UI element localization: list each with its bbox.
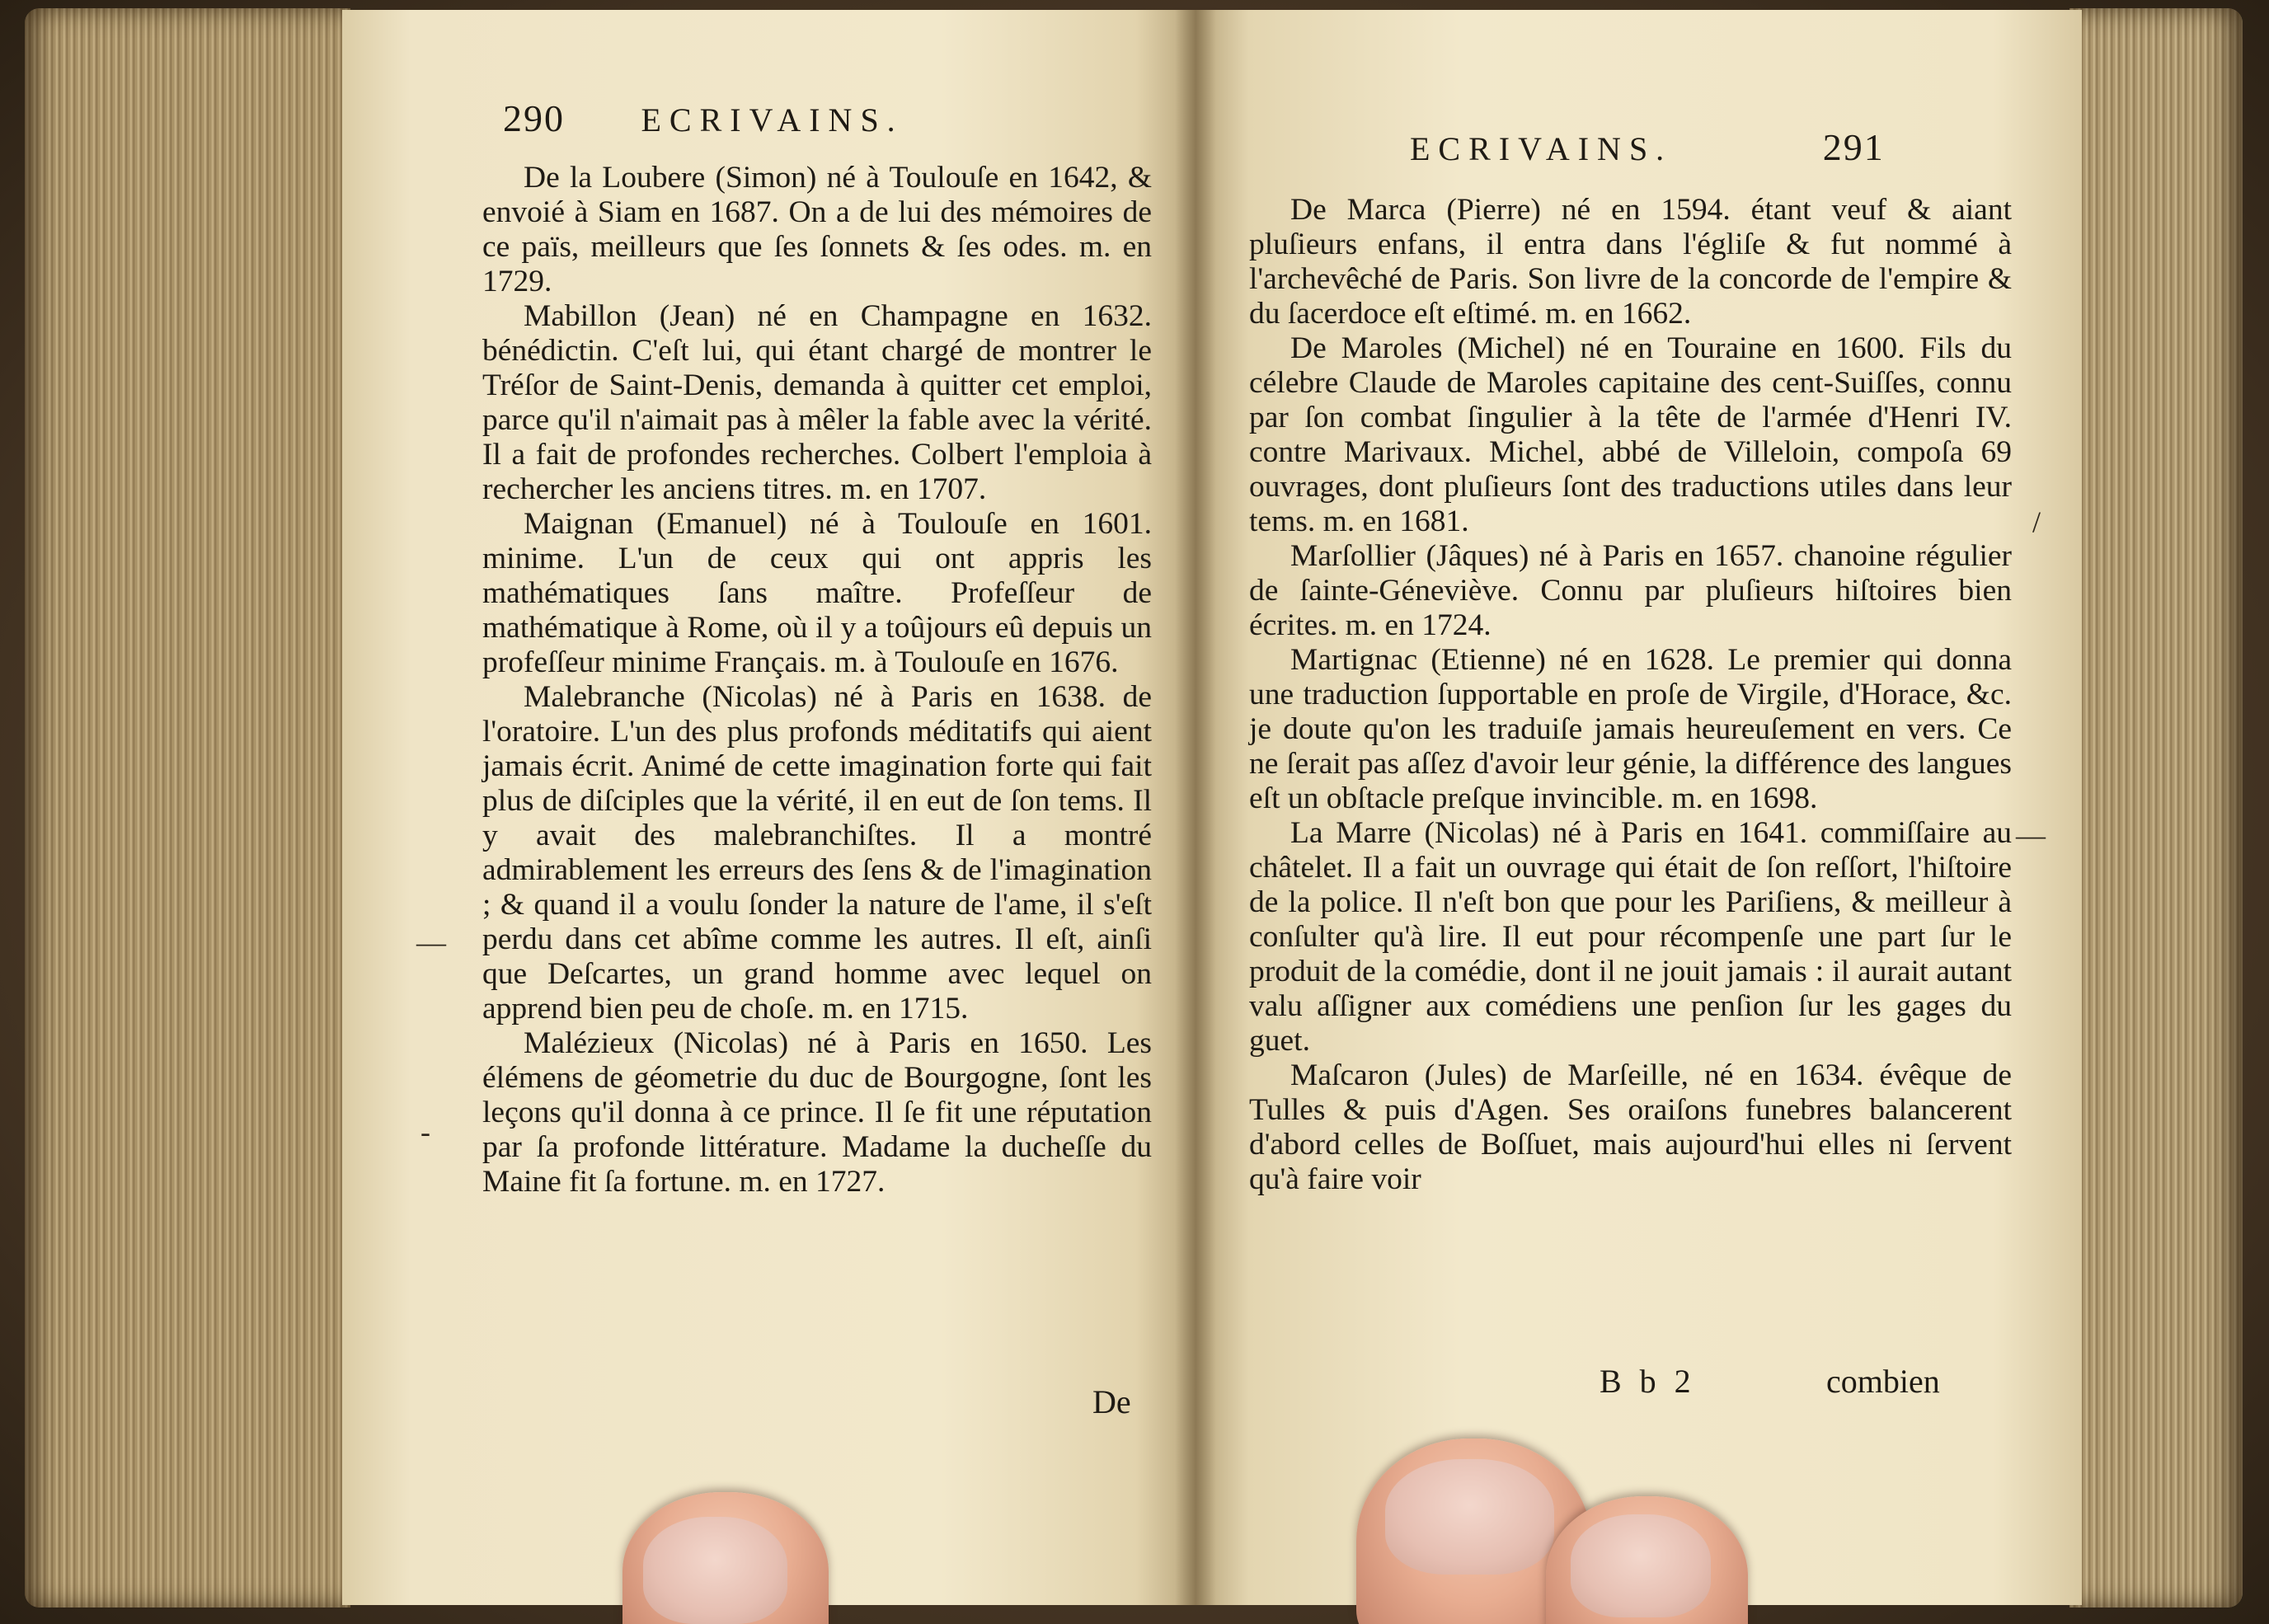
left-entry-malezieux: Malézieux (Nicolas) né à Paris en 1650. Les élémens de géometrie du duc de Bourgogne, ſont les leçons qu'il donna à ce prince. Il ſe fit une réputation par ſa profonde littérature. Madame la ducheſſe du Maine fit ſa fortune. m. en 1727. (482, 1026, 1152, 1199)
left-page-edges (25, 8, 350, 1608)
margin-dash: - (420, 1115, 430, 1148)
right-entry-la-marre: La Marre (Nicolas) né à Paris en 1641. commiſſaire au châtelet. Il a fait un ouvrage qui était de ſon reſſort, l'hiſtoire de la police. Il n'eſt bon que pour les Pariſiens, & meilleur à conſulter qu'à lire. Il eut pour récompenſe une part ſur le produit de la comédie, dont il ne jouit jamais : il aurait autant valu aſſigner aux comédiens une penſion ſur les gages du guet. (1249, 816, 2012, 1058)
right-entry-marsollier: Marſollier (Jâques) né à Paris en 1657. chanoine régulier de ſainte-Géneviève. Connu par pluſieurs hiſtoires bien écrites. m. en 1724. (1249, 539, 2012, 642)
left-entry-loubere: De la Loubere (Simon) né à Toulouſe en 1642, & envoié à Siam en 1687. On a de lui des mémoires de ce païs, meilleurs que ſes ſonnets & ſes odes. m. en 1729. (482, 161, 1152, 298)
right-page-text (1249, 193, 2012, 1197)
right-thumbnail (1385, 1459, 1554, 1575)
left-page-text (482, 161, 1152, 1199)
right-entry-martignac: Martignac (Etienne) né en 1628. Le premier qui donna une traduction ſupportable en proſe de Virgile, d'Horace, &c. je doute qu'on les traduiſe jamais heureuſement en vers. Ce ne ſerait pas aſſez d'avoir leur génie, la différence des langues eſt un obſtacle preſque invincible. m. en 1698. (1249, 643, 2012, 815)
right-entry-mascaron: Maſcaron (Jules) de Marſeille, né en 1634. évêque de Tulles & puis d'Agen. Ses oraiſons funebres balancerent d'abord celles de Boſſuet, mais aujourd'hui elles ni ſervent qu'à faire voir (1249, 1058, 2012, 1196)
margin-dash: — (416, 926, 446, 959)
right-page (1196, 10, 2082, 1605)
left-running-head: ECRIVAINS. (641, 101, 904, 138)
left-entry-maignan: Maignan (Emanuel) né à Toulouſe en 1601. minime. L'un de ceux qui ont appris les mathématiques ſans maître. Profeſſeur de mathématique à Rome, où il y a toûjours eû depuis un profeſſeur minime Français. m. à Toulouſe en 1676. (482, 507, 1152, 679)
left-thumbnail (643, 1517, 787, 1624)
right-entry-maroles: De Maroles (Michel) né en Touraine en 1600. Fils du célebre Claude de Maroles capitaine des cent-Suiſſes, connu par ſon combat ſingulier à la tête de l'armée d'Henri IV. contre Marivaux. Michel, abbé de Villeloin, compoſa 69 ouvrages, dont pluſieurs ſont des traductions utiles dans leur tems. m. en 1681. (1249, 331, 2012, 538)
left-page-number: 290 (503, 97, 565, 139)
finger-nail (1571, 1514, 1711, 1617)
right-catchword: combien (1826, 1363, 1940, 1400)
book-gutter (1175, 10, 1216, 1605)
right-page-header (1410, 125, 1885, 169)
right-entry-marca: De Marca (Pierre) né en 1594. étant veuf & aiant pluſieurs enfans, il entra dans l'égliſe & fut nommé à l'archevêché de Paris. Son livre de la concorde de l'empire & du ſacerdoce eſt eſtimé. m. en 1662. (1249, 193, 2012, 331)
margin-dash: — (2016, 819, 2046, 852)
right-running-head: ECRIVAINS. (1410, 130, 1673, 167)
right-page-number: 291 (1822, 126, 1885, 168)
left-catchword: De (1092, 1383, 1131, 1420)
left-entry-mabillon: Mabillon (Jean) né en Champagne en 1632. bénédictin. C'eſt lui, qui étant chargé de montrer le Tréſor de Saint-Denis, demanda à quitter cet emploi, parce qu'il n'aimait pas à mêler la fable avec la vérité. Il a fait de profondes recherches. Colbert l'emploia à rechercher les anciens titres. m. en 1707. (482, 299, 1152, 506)
left-page (342, 10, 1196, 1605)
left-page-header (503, 96, 904, 140)
margin-mark: / (2032, 505, 2041, 538)
right-page-edges (2069, 8, 2243, 1608)
signature-mark: B b 2 (1600, 1363, 1696, 1400)
left-entry-malebranche: Malebranche (Nicolas) né à Paris en 1638. de l'oratoire. L'un des plus profonds méditatifs qui aient jamais écrit. Animé de cette imagination forte qui fait plus de diſciples que la vérité, il en eut de ſon tems. Il y avait des malebranchiſtes. Il a montré admirablement les erreurs des ſens & de l'imagination ; & quand il a voulu ſonder la nature de l'ame, il s'eſt perdu dans cet abîme comme les autres. Il eſt, ainſi que Deſcartes, un grand homme avec lequel on apprend bien peu de choſe. m. en 1715. (482, 680, 1152, 1026)
